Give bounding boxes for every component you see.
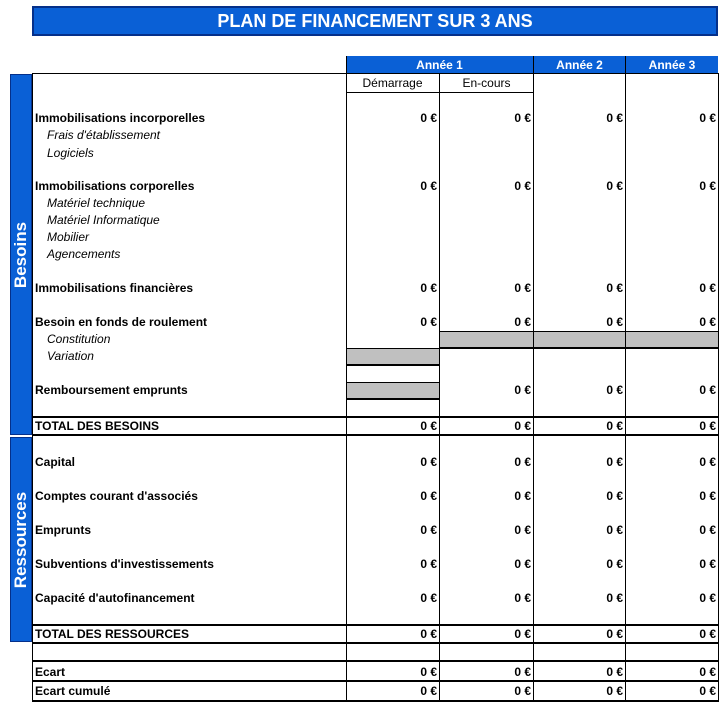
cell-value[interactable]: 0 € (699, 591, 716, 605)
total-resources-label: TOTAL DES RESSOURCES (35, 627, 190, 641)
grid-line (439, 348, 719, 349)
cell-value[interactable]: 0 € (514, 455, 531, 469)
cell-value[interactable]: 0 € (606, 455, 623, 469)
cell-value[interactable]: 0 € (514, 523, 531, 537)
cell-value[interactable]: 0 € (420, 111, 437, 125)
cell-value[interactable]: 0 € (514, 111, 531, 125)
grid-line (32, 73, 33, 702)
total-needs-value: 0 € (420, 419, 437, 433)
total-resources-value: 0 € (606, 627, 623, 641)
row-label-financial: Immobilisations financières (35, 281, 194, 295)
row-label-grants: Subventions d'investissements (35, 557, 214, 571)
row-label-working-capital: Besoin en fonds de roulement (35, 315, 208, 329)
cell-value[interactable]: 0 € (699, 281, 716, 295)
header-year2: Année 2 (534, 56, 625, 73)
cell-value[interactable]: 0 € (699, 557, 716, 571)
row-label-self-financing: Capacité d'autofinancement (35, 591, 195, 605)
section-resources (10, 437, 32, 642)
cell-value[interactable]: 0 € (699, 315, 716, 329)
cell-value[interactable]: 0 € (420, 455, 437, 469)
subheader-current: En-cours (440, 73, 533, 93)
page-title: PLAN DE FINANCEMENT SUR 3 ANS (32, 6, 718, 36)
cell-value[interactable]: 0 € (420, 591, 437, 605)
cell-value[interactable]: 0 € (420, 315, 437, 329)
grid-line (346, 399, 440, 400)
gap-value: 0 € (699, 665, 716, 679)
cell-value[interactable]: 0 € (699, 455, 716, 469)
cumulative-gap-value: 0 € (699, 684, 716, 698)
cell-value[interactable]: 0 € (606, 315, 623, 329)
cell-value[interactable]: 0 € (514, 489, 531, 503)
cell-value[interactable]: 0 € (699, 111, 716, 125)
cell-value[interactable]: 0 € (420, 523, 437, 537)
cell-value[interactable]: 0 € (606, 383, 623, 397)
cell-value[interactable]: 0 € (606, 523, 623, 537)
cumulative-gap-value: 0 € (606, 684, 623, 698)
cell-value[interactable]: 0 € (606, 557, 623, 571)
total-needs-value: 0 € (514, 419, 531, 433)
grid-line (346, 365, 440, 366)
separator-row (32, 644, 719, 662)
section-resources-label: Ressources (11, 491, 30, 588)
disabled-cell (346, 348, 440, 365)
total-resources-value: 0 € (420, 627, 437, 641)
gap-value: 0 € (420, 665, 437, 679)
cumulative-gap-value: 0 € (514, 684, 531, 698)
cell-value[interactable]: 0 € (420, 179, 437, 193)
disabled-cell (533, 331, 626, 348)
header-year1: Année 1 (346, 56, 533, 73)
cell-value[interactable]: 0 € (514, 281, 531, 295)
row-label-variation: Variation (47, 349, 94, 363)
row-label-capital: Capital (35, 455, 76, 469)
cell-value[interactable]: 0 € (420, 557, 437, 571)
row-label-furniture: Mobilier (47, 230, 90, 244)
disabled-cell (625, 331, 719, 348)
cell-value[interactable]: 0 € (514, 179, 531, 193)
total-needs-value: 0 € (699, 419, 716, 433)
total-needs-label: TOTAL DES BESOINS (35, 419, 160, 433)
gap-value: 0 € (514, 665, 531, 679)
row-label-it-equipment: Matériel Informatique (47, 213, 160, 227)
grid-line (346, 348, 440, 349)
section-needs (10, 74, 32, 435)
row-label-tangible: Immobilisations corporelles (35, 179, 195, 193)
cell-value[interactable]: 0 € (514, 315, 531, 329)
cell-value[interactable]: 0 € (514, 591, 531, 605)
row-label-partner-accounts: Comptes courant d'associés (35, 489, 198, 503)
row-label-constitution: Constitution (47, 332, 111, 346)
section-needs-label: Besoins (11, 221, 30, 288)
cell-value[interactable]: 0 € (606, 111, 623, 125)
total-resources-value: 0 € (514, 627, 531, 641)
grid-line (32, 73, 719, 74)
row-label-tech-equipment: Matériel technique (47, 196, 146, 210)
cell-value[interactable]: 0 € (606, 591, 623, 605)
cell-value[interactable]: 0 € (606, 281, 623, 295)
cell-value[interactable]: 0 € (420, 281, 437, 295)
cell-value[interactable]: 0 € (699, 179, 716, 193)
row-label-fittings: Agencements (47, 247, 121, 261)
total-needs-value: 0 € (606, 419, 623, 433)
header-year3: Année 3 (626, 56, 718, 73)
cell-value[interactable]: 0 € (514, 383, 531, 397)
cell-value[interactable]: 0 € (420, 489, 437, 503)
cell-value[interactable]: 0 € (606, 179, 623, 193)
disabled-cell (439, 331, 534, 348)
cell-value[interactable]: 0 € (699, 489, 716, 503)
disabled-cell (346, 382, 440, 399)
cumulative-gap-label: Ecart cumulé (35, 684, 111, 698)
row-label-loan-repayment: Remboursement emprunts (35, 383, 188, 397)
cell-value[interactable]: 0 € (514, 557, 531, 571)
row-label-setup-costs: Frais d'établissement (47, 128, 161, 142)
row-label-loans: Emprunts (35, 523, 92, 537)
cell-value[interactable]: 0 € (699, 523, 716, 537)
subheader-start: Démarrage (346, 73, 439, 93)
row-label-intangible: Immobilisations incorporelles (35, 111, 206, 125)
cell-value[interactable]: 0 € (699, 383, 716, 397)
cell-value[interactable]: 0 € (606, 489, 623, 503)
row-label-software: Logiciels (47, 146, 94, 160)
cumulative-gap-value: 0 € (420, 684, 437, 698)
gap-label: Ecart (35, 665, 66, 679)
gap-value: 0 € (606, 665, 623, 679)
total-resources-value: 0 € (699, 627, 716, 641)
